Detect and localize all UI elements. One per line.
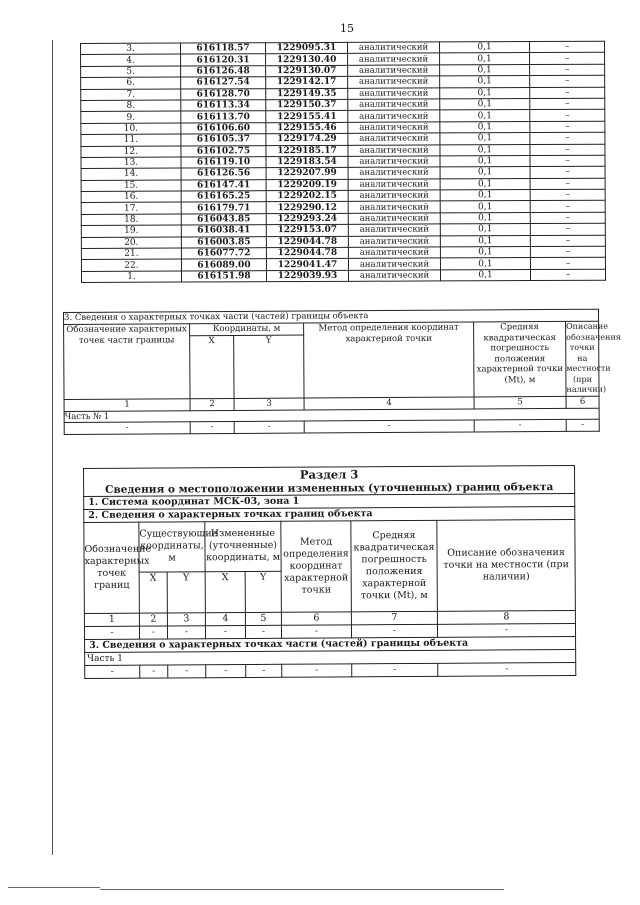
s3-col-number: 2 [139,613,167,626]
s3-dash-cell: - [246,664,282,677]
page-number: 15 [340,22,354,35]
s3-col-y-changed: Y [245,571,281,613]
method-cell: аналитический [347,42,439,54]
coord-x: 616151.98 [181,271,266,283]
error-cell: 0,1 [440,144,530,156]
error-cell: 0,1 [440,121,530,133]
coord-x: 616127.54 [181,77,266,89]
s3-col-number: 8 [437,610,575,624]
desc-cell: – [530,178,605,190]
s3-col-error: Средняя квадратическая погрешность положения характерной точки (Mt), м [351,520,438,612]
parts-section-title: 3. Сведения о характерных точках части (частей) границы объекта [64,309,599,324]
s3-col-method: Метод определения координат характерной точки [281,521,352,612]
bottom-rule-left [8,887,100,888]
coord-x: 616038.41 [181,225,266,237]
point-number: 4. [81,54,181,66]
col-error-header: Средняя квадратическая погрешность положения характерной точки (Mt), м [474,321,566,396]
error-cell: 0,1 [440,178,530,190]
error-cell: 0,1 [440,110,530,122]
s3-dash-cell: - [351,624,437,638]
desc-cell: – [530,144,605,156]
s3-dash-cell: - [281,625,351,638]
error-cell: 0,1 [440,269,530,281]
coord-y: 1229207.99 [266,168,348,180]
method-cell: аналитический [348,53,440,65]
s3-col-number: 7 [351,611,437,625]
error-cell: 0,1 [439,42,529,54]
bottom-rule [100,889,504,890]
dash-cell: - [304,420,474,433]
method-cell: аналитический [348,270,440,282]
point-number: 15. [81,180,181,192]
point-number: 11. [81,134,181,146]
desc-cell: – [530,201,605,213]
error-cell: 0,1 [440,76,530,88]
coord-x: 616105.37 [181,134,266,146]
point-number: 22. [81,259,181,271]
desc-cell: – [530,258,605,270]
desc-cell: – [530,155,605,167]
col-y-header: Y [234,335,304,398]
method-cell: аналитический [348,87,440,99]
section3-subtitle: Сведения о местоположении измененных (уточненных) границ объекта [84,480,575,496]
coord-x: 616043.85 [181,214,266,226]
section3-table [83,465,576,679]
desc-cell: – [530,121,605,133]
part-label: Часть № 1 [64,408,599,423]
coord-x: 616089.00 [181,259,266,271]
point-number: 9. [81,111,181,123]
point-number: 10. [81,123,181,135]
s3-col-designation: Обозначение характерных точек границ [84,522,140,613]
s3-col-x-existing: X [139,572,167,614]
desc-cell: – [530,246,605,258]
desc-cell: – [530,110,605,122]
s3-dash-cell: - [206,665,246,678]
coord-y: 1229041.47 [266,259,348,271]
point-number: 21. [81,248,181,260]
point-number: 19. [81,225,181,237]
coord-y: 1229155.46 [266,122,348,134]
col-method-header: Метод определения координат характерной точки [304,322,474,398]
coord-x: 616106.60 [181,122,266,134]
coord-x: 616126.48 [181,65,266,77]
s3-dash-cell: - [85,665,140,678]
desc-cell: – [530,223,605,235]
col-desc-header: Описание обозначения точки на местности (при наличии) [566,321,600,396]
col-designation-header: Обозначение характерных точек части границы [64,324,190,399]
error-cell: 0,1 [440,190,530,202]
s3-dash-cell: - [352,663,438,677]
dash-cell: - [190,421,234,433]
s3-col-existing: Существующие координаты, м [139,522,205,572]
method-cell: аналитический [348,133,440,145]
coord-x: 616128.70 [181,88,266,100]
section3-title: Раздел 3 [84,465,575,482]
coordinates-table [80,41,606,283]
desc-cell: – [530,269,605,281]
method-cell: аналитический [348,190,440,202]
coord-x: 616113.34 [181,100,266,112]
coord-y: 1229155.41 [266,111,348,123]
coord-y: 1229202.15 [266,190,348,202]
method-cell: аналитический [348,65,440,77]
method-cell: аналитический [348,122,440,134]
coord-x: 616102.75 [181,145,266,157]
s3-dash-cell: - [205,626,245,639]
coord-x: 616113.70 [181,111,266,123]
col-number: 3 [234,398,304,410]
coord-y: 1229039.93 [266,270,348,282]
coord-y: 1229293.24 [266,213,348,225]
s3-dash-cell: - [84,626,139,639]
section3-parts-title: 3. Сведения о характерных точках части (частей) границы объекта [85,636,576,652]
desc-cell: – [530,75,605,87]
error-cell: 0,1 [440,98,530,110]
coord-x: 616077.72 [181,248,266,260]
coordinate-system: 1. Система координат МСК-03, зона 1 [84,493,575,509]
error-cell: 0,1 [440,87,530,99]
s3-col-number: 3 [167,613,205,626]
point-number: 16. [81,191,181,203]
s3-dash-cell: - [245,625,281,638]
coord-x: 616003.85 [181,236,266,248]
point-number: 6. [81,77,181,89]
parts-points-table [63,309,621,435]
s3-col-number: 4 [205,613,245,626]
method-cell: аналитический [348,99,440,111]
desc-cell: – [530,132,605,144]
binding-margin-line [52,40,53,855]
point-number: 14. [81,168,181,180]
coord-x: 616179.71 [181,202,266,214]
error-cell: 0,1 [440,167,530,179]
coord-x: 616126.56 [181,168,266,180]
point-number: 3. [81,43,181,55]
coord-y: 1229149.35 [266,88,348,100]
desc-cell: – [530,98,605,110]
coord-y: 1229183.54 [266,156,348,168]
point-number: 13. [81,157,181,169]
method-cell: аналитический [348,179,440,191]
dash-cell: - [474,419,566,431]
col-x-header: X [190,336,234,399]
dash-cell: - [64,422,190,434]
s3-col-y-existing: Y [167,571,205,613]
error-cell: 0,1 [440,53,530,65]
error-cell: 0,1 [440,258,530,270]
col-coords-header: Координаты, м [190,323,304,336]
desc-cell: – [530,53,605,65]
error-cell: 0,1 [440,201,530,213]
method-cell: аналитический [348,110,440,122]
section3-points-title: 2. Сведения о характерных точках границ объекта [84,506,575,522]
coord-y: 1229150.37 [266,99,348,111]
error-cell: 0,1 [440,155,530,167]
coord-y: 1229130.40 [266,54,348,66]
coord-x: 616147.41 [181,179,266,191]
error-cell: 0,1 [440,235,530,247]
col-number: 1 [64,398,190,411]
method-cell: аналитический [348,224,440,236]
point-number: 8. [81,100,181,112]
point-number: 17. [81,203,181,215]
col-number: 4 [304,396,474,409]
method-cell: аналитический [348,201,440,213]
coord-y: 1229095.31 [266,42,348,54]
coord-y: 1229142.17 [266,77,348,89]
s3-dash-cell: - [282,664,352,677]
col-number: 6 [566,396,599,408]
method-cell: аналитический [348,144,440,156]
point-number: 1. [81,271,181,283]
error-cell: 0,1 [440,133,530,145]
coord-x: 616165.25 [181,191,266,203]
s3-dash-cell: - [438,662,576,676]
s3-col-number: 5 [245,612,281,625]
error-cell: 0,1 [440,247,530,259]
dash-cell: - [566,419,599,431]
s3-dash-cell: - [140,665,168,678]
dash-cell: - [234,421,304,433]
col-number: 2 [190,398,234,410]
s3-dash-cell: - [437,623,575,637]
desc-cell: – [530,189,605,201]
coord-y: 1229153.07 [266,225,348,237]
point-number: 18. [81,214,181,226]
desc-cell: – [530,64,605,76]
point-number: 7. [81,89,181,101]
s3-dash-cell: - [168,665,206,678]
method-cell: аналитический [348,247,440,259]
desc-cell: – [529,41,604,53]
s3-dash-cell: - [167,626,205,639]
desc-cell: – [530,235,605,247]
error-cell: 0,1 [440,224,530,236]
method-cell: аналитический [348,167,440,179]
s3-col-number: 1 [84,613,139,626]
error-cell: 0,1 [440,212,530,224]
s3-col-x-changed: X [205,571,245,613]
s3-col-desc: Описание обозначения точки на местности (при наличии) [437,519,576,611]
desc-cell: – [530,212,605,224]
col-number: 5 [474,396,566,409]
coord-x: 616118.57 [181,43,266,55]
error-cell: 0,1 [440,64,530,76]
method-cell: аналитический [348,236,440,248]
method-cell: аналитический [348,258,440,270]
coord-y: 1229130.07 [266,65,348,77]
point-number: 5. [81,66,181,78]
coord-y: 1229185.17 [266,145,348,157]
s3-col-changed: Измененные (уточненные) координаты, м [205,521,281,571]
s3-part-label: Часть 1 [85,649,576,665]
point-number: 12. [81,146,181,158]
s3-col-number: 6 [281,612,351,625]
coord-y: 1229174.29 [266,133,348,145]
desc-cell: – [530,87,605,99]
coord-x: 616120.31 [181,54,266,66]
coord-y: 1229044.78 [266,236,348,248]
coord-y: 1229290.12 [266,202,348,214]
s3-dash-cell: - [139,626,167,639]
method-cell: аналитический [348,76,440,88]
coord-row [81,269,605,283]
coord-y: 1229209.19 [266,179,348,191]
point-number: 20. [81,237,181,249]
coord-x: 616119.10 [181,157,266,169]
method-cell: аналитический [348,213,440,225]
desc-cell: – [530,167,605,179]
method-cell: аналитический [348,156,440,168]
coord-y: 1229044.78 [266,247,348,259]
